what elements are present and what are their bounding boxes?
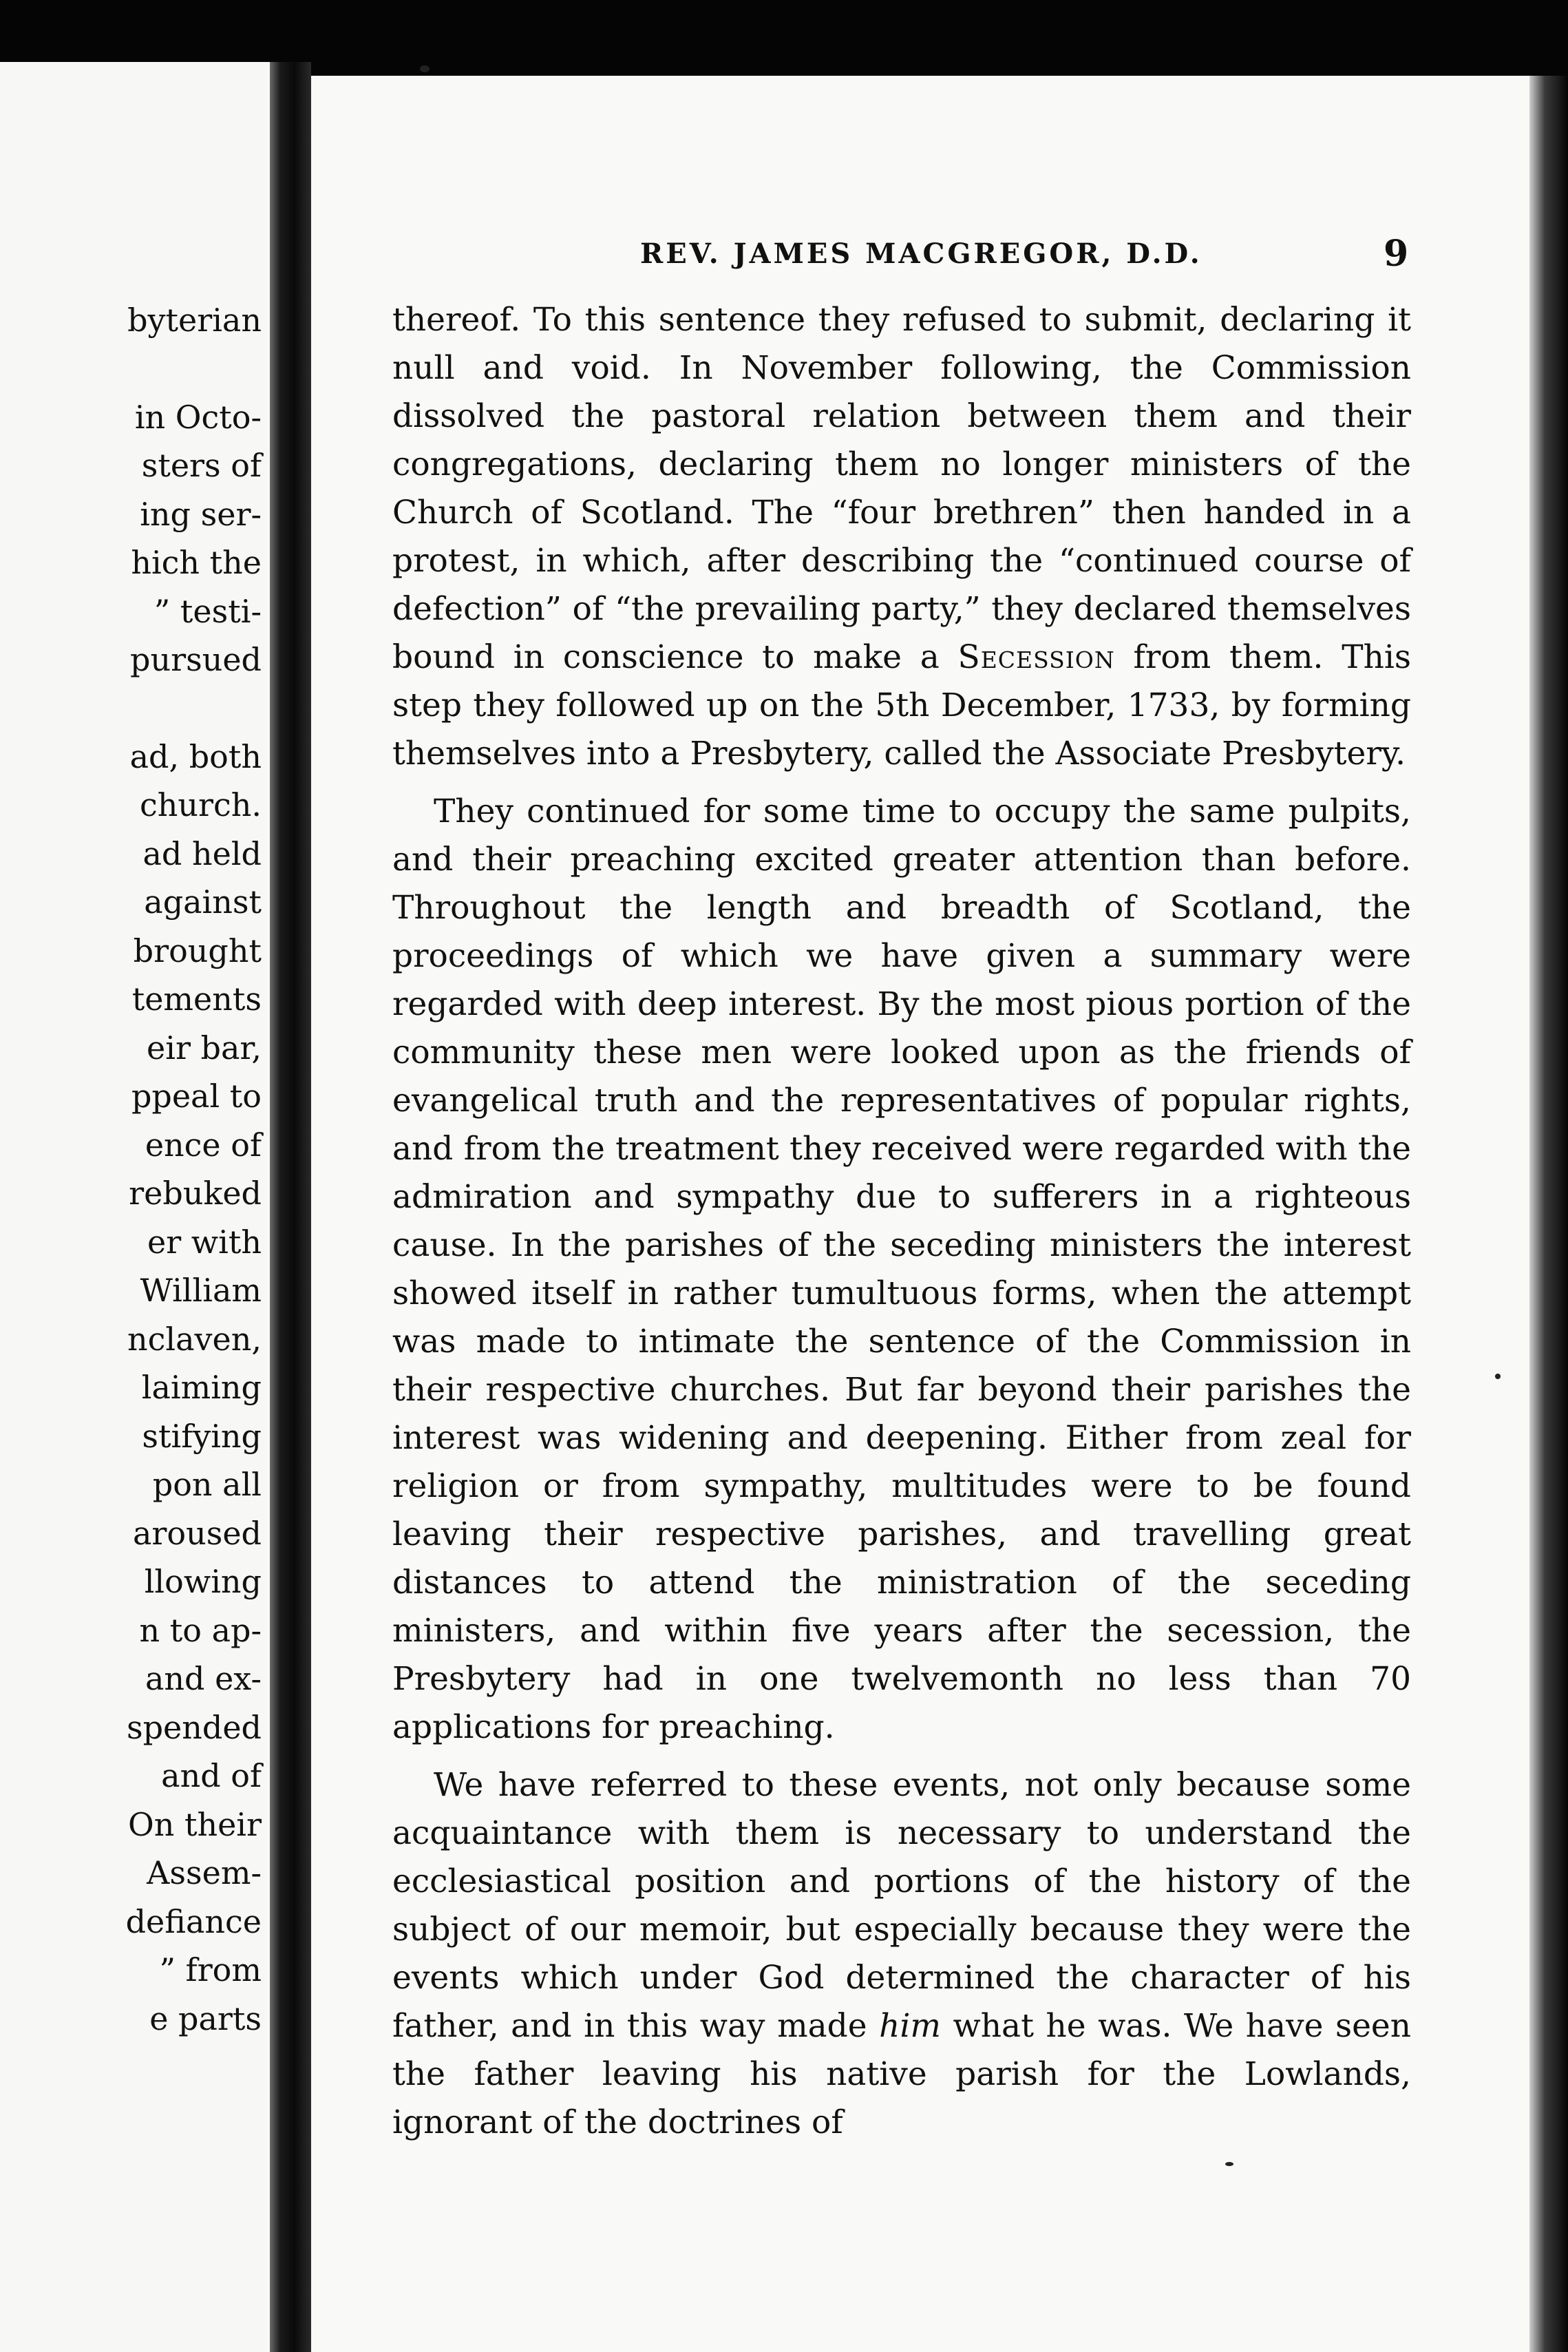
- left-line: Assem-: [147, 1854, 262, 1891]
- left-line: and of: [161, 1757, 262, 1794]
- left-line: On their: [128, 1805, 262, 1843]
- left-line: stifying: [142, 1417, 262, 1455]
- left-line: rebuked: [129, 1175, 262, 1212]
- paragraph-text: what he was. We have seen the father leaving his native parish for the Lowlands, ignorant of the doctrines of: [392, 2007, 1411, 2141]
- left-line: laiming: [141, 1369, 262, 1406]
- left-line: defiance: [125, 1902, 262, 1940]
- left-line: William: [140, 1272, 262, 1309]
- left-line: aroused: [132, 1514, 262, 1552]
- left-line: ad, both: [129, 737, 262, 775]
- left-line: spended: [126, 1708, 262, 1746]
- left-line: in Octo-: [134, 398, 262, 436]
- left-line: byterian: [127, 302, 262, 339]
- left-line: n to ap-: [139, 1611, 262, 1649]
- paragraph: [392, 296, 1411, 778]
- left-line: pon all: [152, 1466, 262, 1503]
- left-line: brought: [133, 932, 262, 969]
- left-line: [0, 684, 262, 733]
- left-line: [0, 345, 262, 393]
- left-page: [0, 62, 270, 2352]
- left-line: ppeal to: [131, 1078, 262, 1115]
- paragraph: [392, 1761, 1411, 2147]
- scan-speck: [420, 65, 430, 72]
- left-line: eir bar,: [147, 1029, 262, 1067]
- left-line: ing ser-: [140, 495, 262, 533]
- left-line: ad held: [142, 834, 262, 872]
- page-number: 9: [1384, 233, 1409, 275]
- scan-right-border: [1529, 76, 1568, 2352]
- paragraph-text: from them. This step they followed up on the 5th December, 1733, by forming themselves into a Presbytery, called the Associate Presbytery.: [392, 638, 1411, 773]
- body-text: [392, 296, 1411, 2147]
- paragraph-text: We have referred to these events, not only because some acquaintance with them is necessary to understand the ecclesiastical position and portions of the history of the subject of our memoir, but especially because they were the events which under God determined the character of his father, and in this way made: [392, 1766, 1411, 2045]
- left-line: ” testi-: [153, 592, 262, 630]
- left-line: llowing: [144, 1563, 262, 1600]
- left-page-text: [0, 296, 262, 2043]
- left-line: church.: [139, 786, 262, 823]
- left-line: pursued: [130, 641, 262, 678]
- left-line: against: [144, 883, 262, 921]
- scan-speck: [1225, 2162, 1233, 2166]
- left-line: tements: [131, 980, 262, 1018]
- left-line: e parts: [149, 1999, 262, 2037]
- small-caps-word: Secession: [957, 638, 1115, 676]
- left-line: sters of: [141, 447, 262, 484]
- left-line: ” from: [159, 1951, 262, 1988]
- left-line: hich the: [131, 544, 262, 581]
- paragraph-text: thereof. To this sentence they refused to submit, declaring it null and void. In November following, the Commission dissolved the pastoral relation between them and their congregations, declaring them no longer ministers of the Church of Scotland. The “four brethren” then handed in a protest, in which, after describing the “continued course of defection” of “the prevailing party,” they declared themselves bound in conscience to make a: [392, 301, 1411, 676]
- paragraph: They continued for some time to occupy the same pulpits, and their preaching excited greater attention than before. Throughout the length and breadth of Scotland, the proceedings of which we have given a summary were regarded with deep interest. By the most pious portion of the community these men were looked upon as the friends of evangelical truth and the representatives of popular rights, and from the treatment they received were regarded with the admiration and sympathy due to sufferers in a righteous cause. In the parishes of the seceding ministers the interest showed itself in rather tumultuous forms, when the attempt was made to intimate the sentence of the Commission in their respective churches. But far beyond their parishes the interest was widening and deepening. Either from zeal for religion or from sympathy, multitudes were to be found leaving their respective parishes, and travelling great distances to attend the ministration of the seceding ministers, and within five years after the secession, the Presbytery had in one twelvemonth no less than 70 applications for preaching.: [392, 792, 1411, 1746]
- running-head: REV. JAMES MACGREGOR, D.D.: [640, 238, 1203, 270]
- left-line: and ex-: [145, 1660, 262, 1697]
- left-line: er with: [147, 1223, 262, 1261]
- book-gutter: [270, 62, 311, 2352]
- scan-speck: [1495, 1374, 1501, 1379]
- left-line: nclaven,: [127, 1320, 262, 1358]
- left-line: ence of: [145, 1126, 262, 1164]
- italic-word: him: [879, 2007, 941, 2045]
